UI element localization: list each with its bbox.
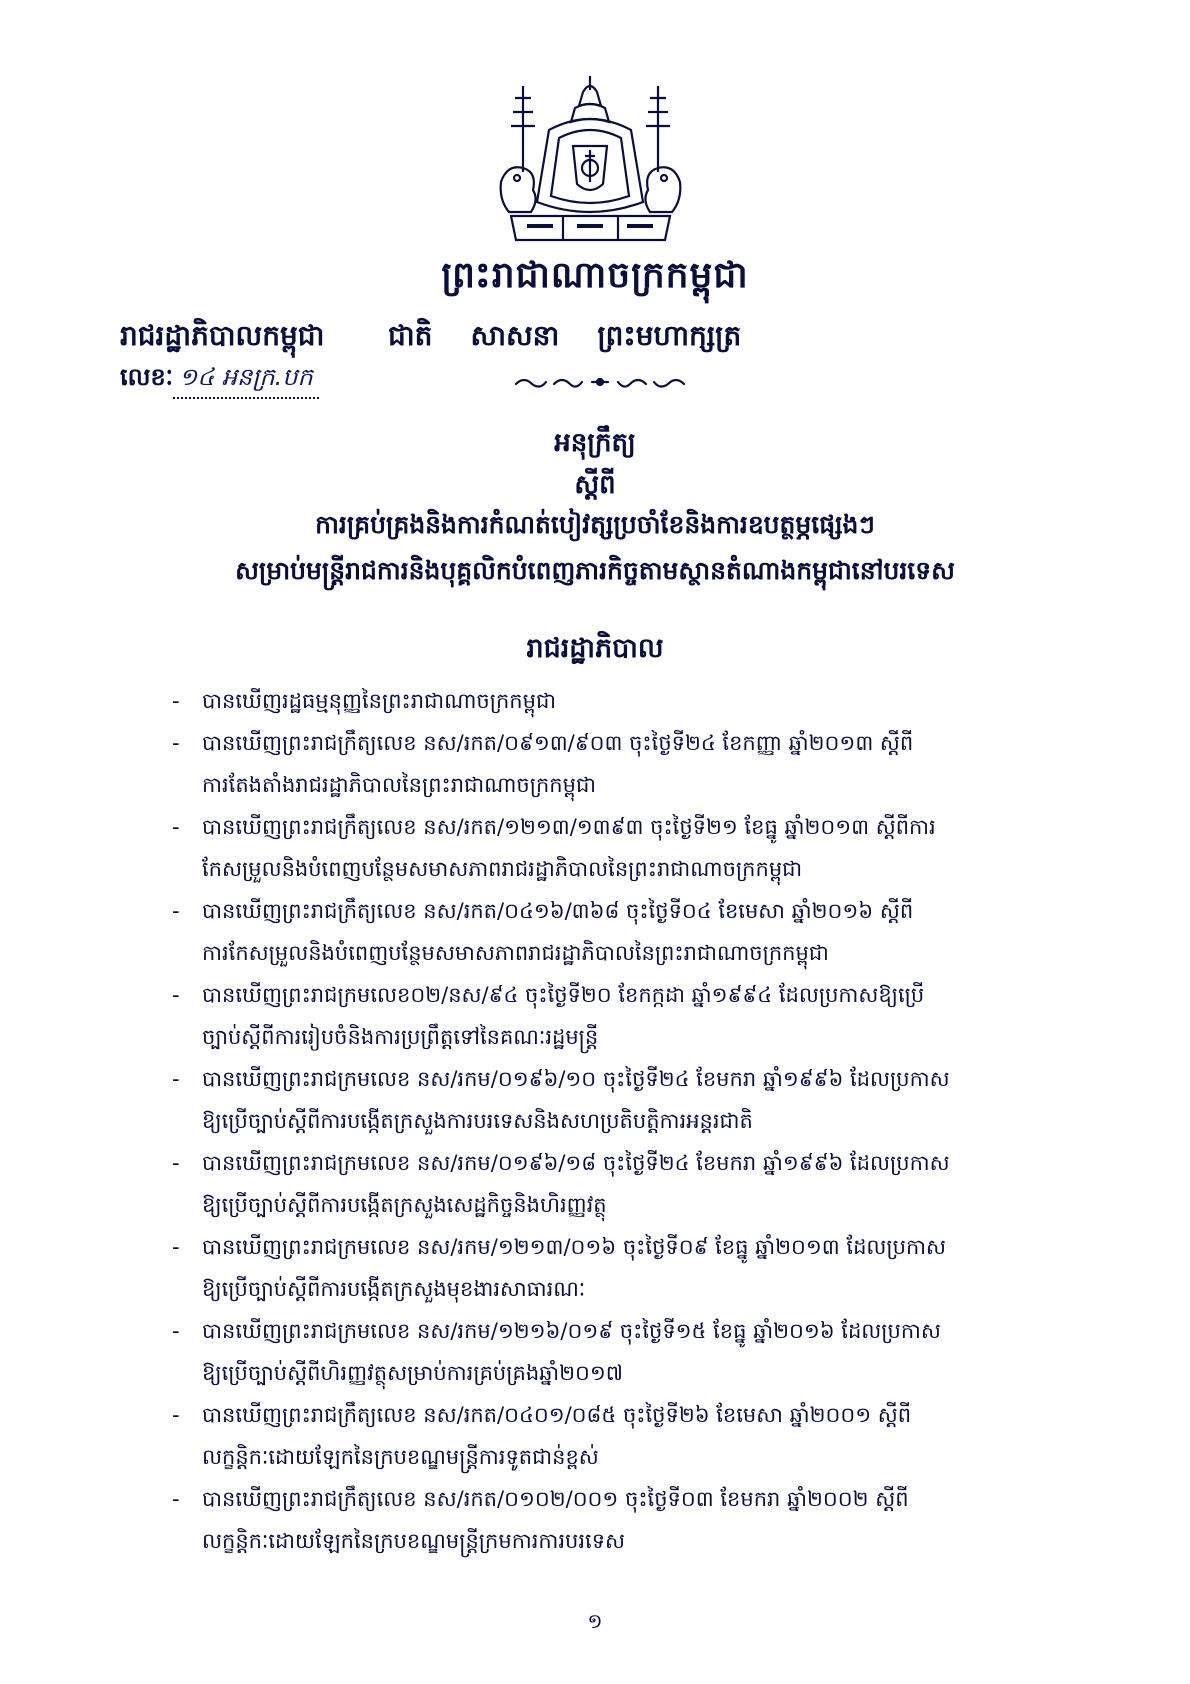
section-title: រាជរដ្ឋាភិបាល [526,633,664,664]
list-item: - បានឃើញព្រះរាជក្រមលេខ នស/រកម/១២១៦/០១៩ ចុះថ្ងៃទី១៥ ខែធ្នូ ឆ្នាំ២០១៦ ដែលប្រកាស ឱ្យប្រើច្បាប់ស្តីពីហិរញ្ញវត្ថុសម្រាប់ការគ្រប់គ្រងឆ្នាំ២០១៧ [172,1319,941,1385]
list-item: - បានឃើញព្រះរាជក្រមលេខ នស/រកម/០១៩៦/១០ ចុះថ្ងៃទី២៤ ខែមករា ឆ្នាំ១៩៩៦ ដែលប្រកាស ឱ្យប្រើច្បាប់ស្តីពីការបង្កើតក្រសួងការបរទេសនិងសហប្រតិបត្តិការអន្តរជាតិ [172,1067,950,1133]
list-item: - បានឃើញព្រះរាជក្រឹត្យលេខ នស/រកត/០៩១៣/៩០៣ ចុះថ្ងៃទី២៤ ខែកញ្ញា ឆ្នាំ២០១៣ ស្តីពី ការតែងតាំងរាជរដ្ឋាភិបាលនៃព្រះរាជាណាចក្រកម្ពុជា [172,731,914,797]
reference-value: ១៤ អនក្រ.បក [173,362,319,399]
kingdom-name: ព្រះរាជាណាចក្រកម្ពុជា [441,254,749,296]
motto-king: ព្រះមហាក្សត្រ [597,319,742,352]
recitals-list [172,680,1072,1562]
document-type: អនុក្រឹត្យ [554,428,636,458]
document-subject-line-2: សម្រាប់មន្ត្រីរាជការនិងបុគ្គលិកបំពេញភារកិច្ចតាមស្ថានតំណាងកម្ពុជានៅបរទេស [235,556,955,585]
list-item: - បានឃើញព្រះរាជក្រមលេខ នស/រកម/០១៩៦/១៨ ចុះថ្ងៃទី២៤ ខែមករា ឆ្នាំ១៩៩៦ ដែលប្រកាស ឱ្យប្រើច្បាប់ស្តីពីការបង្កើតក្រសួងសេដ្ឋកិច្ចនិងហិរញ្ញវត្ថុ [172,1151,950,1217]
page-number: ១ [587,1609,603,1633]
motto-nation: ជាតិ [388,319,433,352]
ornament-divider-icon [510,372,690,392]
list-item: - បានឃើញព្រះរាជក្រឹត្យលេខ នស/រកត/១២១៣/១៣៩៣ ចុះថ្ងៃទី២១ ខែធ្នូ ឆ្នាំ២០១៣ ស្តីពីការ កែសម្រួលនិងបំពេញបន្ថែមសមាសភាពរាជរដ្ឋាភិបាលនៃព្រះរាជាណាចក្រកម្ពុជា [172,815,936,881]
motto-religion: សាសនា [470,319,560,352]
list-item: - បានឃើញរដ្ឋធម្មនុញ្ញនៃព្រះរាជាណាចក្រកម្ពុជា [172,689,556,713]
reference-number [120,362,319,399]
document-subject-line-1: ការគ្រប់គ្រងនិងការកំណត់បៀវត្សប្រចាំខែនិងការឧបត្ថម្ភផ្សេងៗ [315,510,875,539]
national-motto [388,318,741,359]
list-item: - បានឃើញព្រះរាជក្រមលេខ នស/រកម/១២១៣/០១៦ ចុះថ្ងៃទី០៩ ខែធ្នូ ឆ្នាំ២០១៣ ដែលប្រកាស ឱ្យប្រើច្បាប់ស្តីពីការបង្កើតក្រសួងមុខងារសាធារណៈ [172,1235,946,1301]
government-name: រាជរដ្ឋាភិបាលកម្ពុជា [120,319,325,352]
reference-label: លេខៈ [120,362,174,391]
list-item: - បានឃើញព្រះរាជក្រឹត្យលេខ នស/រកត/០៤០១/០៨៥ ចុះថ្ងៃទី២៦ ខែមេសា ឆ្នាំ២០០១ ស្តីពី លក្ខន្តិកៈដោយឡែកនៃក្របខណ្ឌមន្ត្រីការទូតជាន់ខ្ពស់ [172,1403,912,1469]
list-item: - បានឃើញព្រះរាជក្រឹត្យលេខ នស/រកត/០៤១៦/៣៦៨ ចុះថ្ងៃទី០៤ ខែមេសា ឆ្នាំ២០១៦ ស្តីពី ការកែសម្រួលនិងបំពេញបន្ថែមសមាសភាពរាជរដ្ឋាភិបាលនៃព្រះរាជាណាចក្រកម្ពុជា [172,899,914,965]
royal-coat-of-arms-emblem [493,72,688,252]
list-item: - បានឃើញព្រះរាជក្រមលេខ០២/នស/៩៤ ចុះថ្ងៃទី២០ ខែកក្កដា ឆ្នាំ១៩៩៤ ដែលប្រកាសឱ្យប្រើ ច្បាប់ស្តីពីការរៀបចំនិងការប្រព្រឹត្តទៅនៃគណៈរដ្ឋមន្ត្រី [172,983,925,1049]
document-about: ស្តីពី [574,470,616,500]
list-item: - បានឃើញព្រះរាជក្រឹត្យលេខ នស/រកត/០១០២/០០១ ចុះថ្ងៃទី០៣ ខែមករា ឆ្នាំ២០០២ ស្តីពី លក្ខន្តិកៈដោយឡែកនៃក្របខណ្ឌមន្ត្រីក្រមការការបរទេស [172,1487,909,1553]
